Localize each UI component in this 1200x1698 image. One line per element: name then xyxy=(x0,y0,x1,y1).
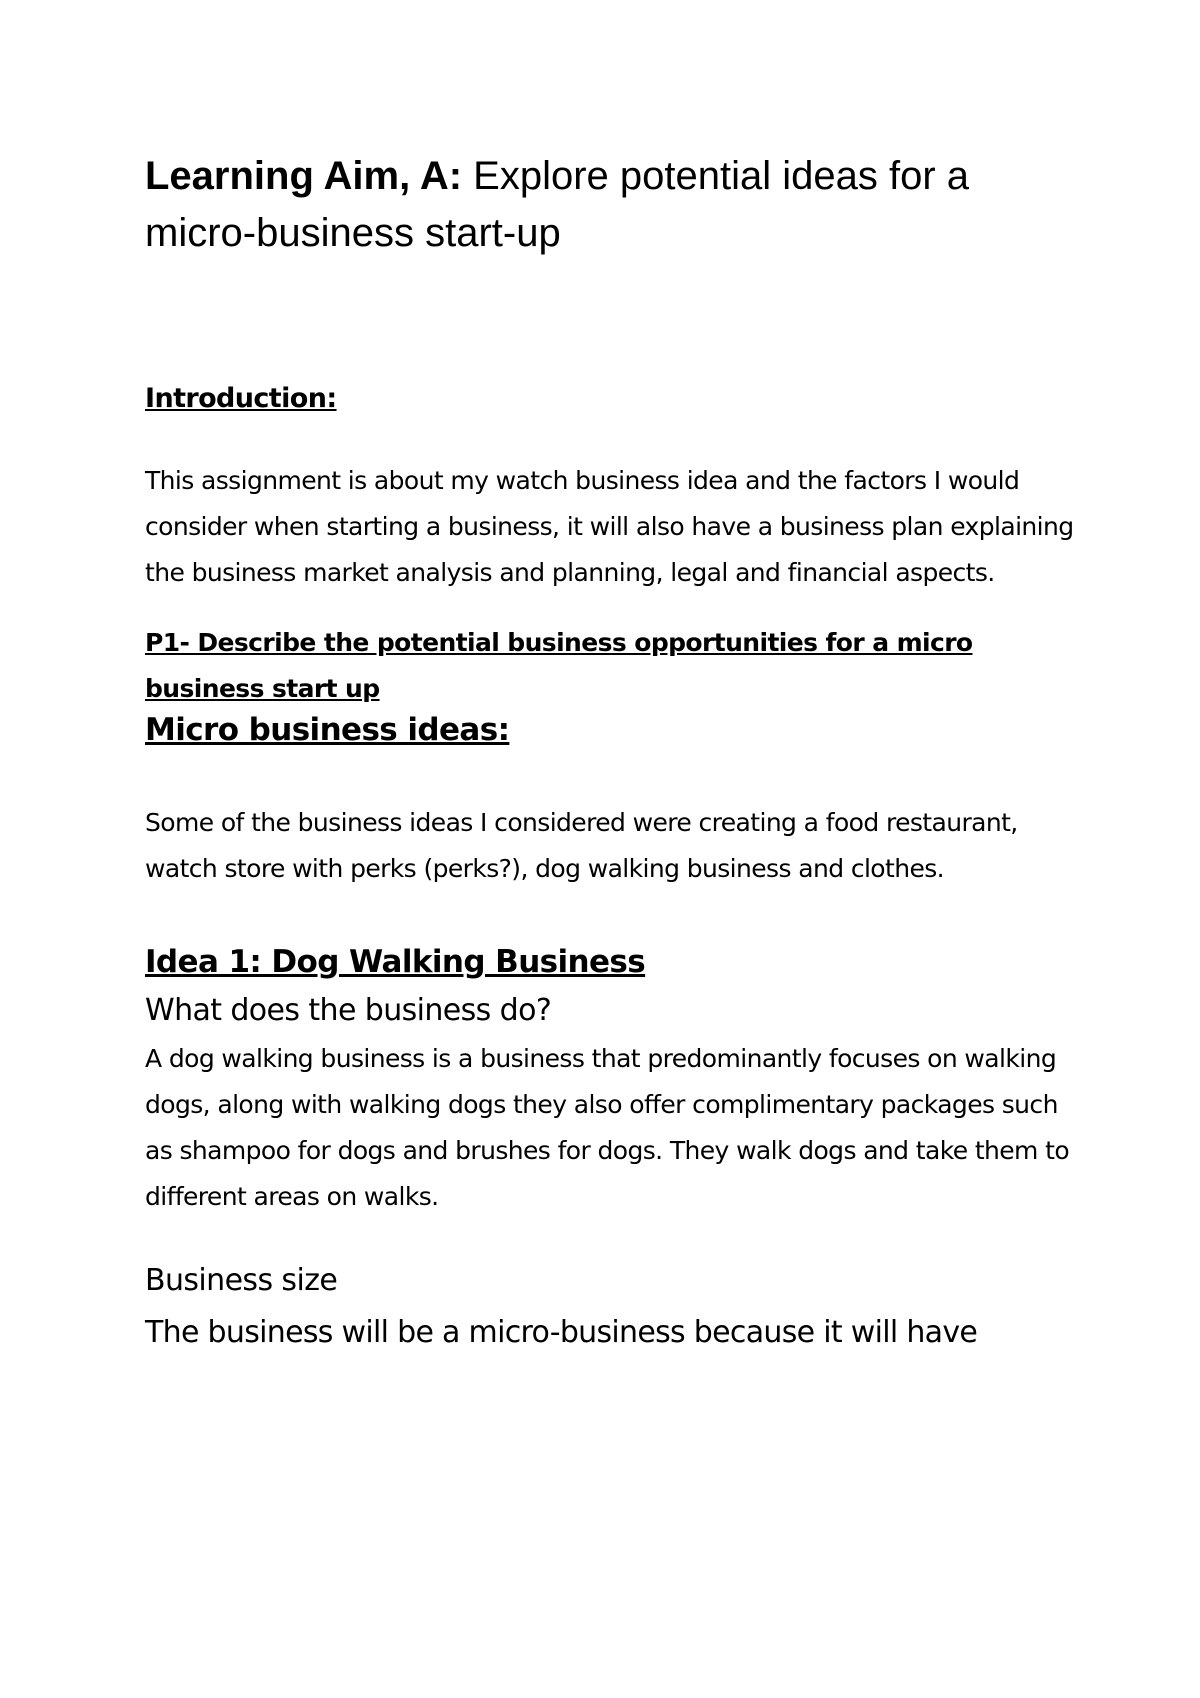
what-business-does-paragraph: A dog walking business is a business that predominantly focuses on walking dogs, along with walking dogs they also offer complimentary packages such as shampoo for dogs and brushes for dogs. They walk dogs and take them to different areas on walks. xyxy=(145,1044,1070,1211)
title-lead: Learning Aim, A: xyxy=(145,154,463,198)
p1-heading: P1- Describe the potential business opportunities for a micro business start up xyxy=(145,628,973,703)
what-business-does-heading: What does the business do? xyxy=(145,993,552,1028)
title-rest: Explore potential ideas for a micro-business start-up xyxy=(145,154,970,255)
introduction-heading: Introduction: xyxy=(145,383,337,414)
document-content xyxy=(145,148,1075,1360)
business-size-heading: Business size xyxy=(145,1263,338,1298)
introduction-paragraph: This assignment is about my watch business idea and the factors I would consider when starting a business, it will also have a business plan explaining the business market analysis and planning, legal and financial aspects. xyxy=(145,466,1074,587)
micro-ideas-paragraph: Some of the business ideas I considered were creating a food restaurant, watch store with perks (perks?), dog walking business and clothes. xyxy=(145,808,1018,883)
document-title xyxy=(145,148,1075,262)
micro-ideas-heading: Micro business ideas: xyxy=(145,712,510,748)
business-size-paragraph: The business will be a micro-business because it will have xyxy=(145,1315,978,1350)
idea-1-heading: Idea 1: Dog Walking Business xyxy=(145,944,646,980)
